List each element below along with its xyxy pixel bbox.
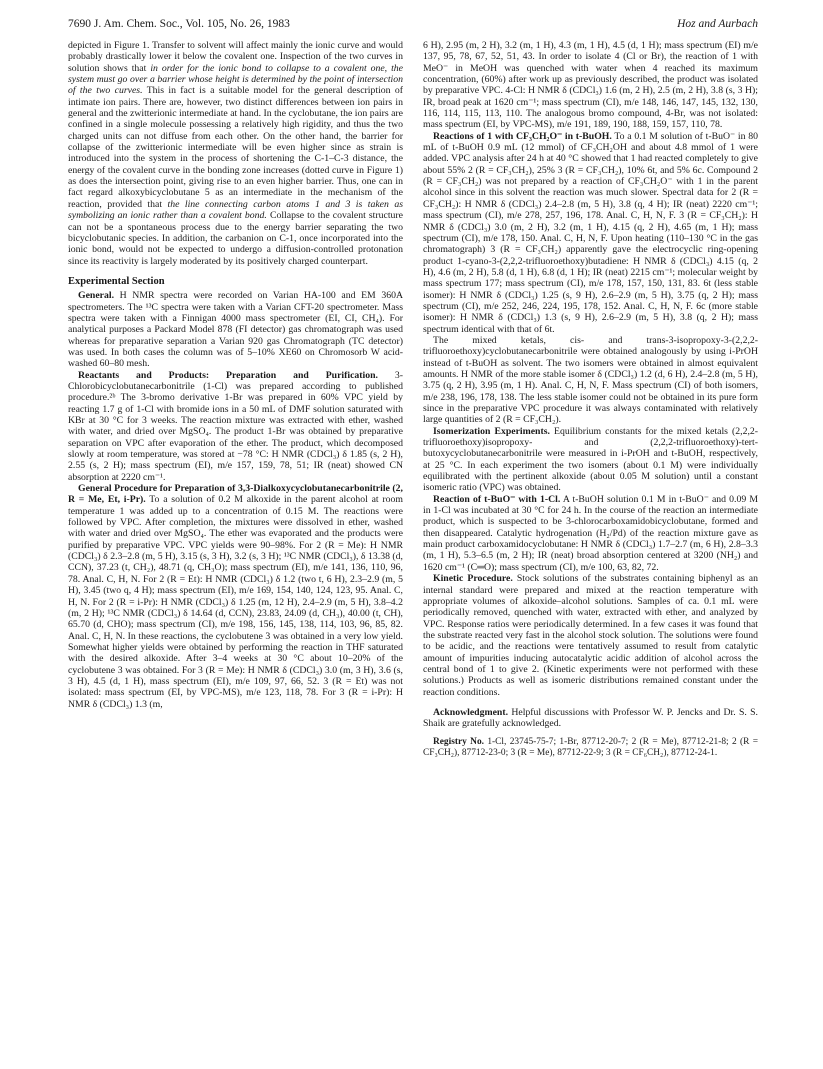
acknowledgment xyxy=(423,707,758,730)
run-in-head: Isomerization Experiments. xyxy=(433,425,550,437)
authors: Hoz and Aurbach xyxy=(677,18,758,30)
run-in-head: Reaction of t-BuO⁻ with 1-Cl. xyxy=(433,493,561,505)
text-span: To a 0.1 M solution of t-BuO⁻ in 80 mL of t-BuOH 0.9 mL (12 mmol) of CF₃CH₂OH and about 4.8 mmol of 1 were added. VPC analysis after 24 h at 40 °C showed that 1 had reacted completely to give about 55% 2 (R = CF₃CH₂), 25% 3 (R = CF₃CH₂), 10% 6t, and 5% 6c. Compound 2 (R = CF₃CH₂) was not prepared by a reaction of CF₃CH₂O⁻ with 1 in the parent alcohol since in this solvent the reaction was much slower. Spectral data for 2 (R = CF₃CH₂): H NMR δ (CDCl₃) 2.4–2.8 (m, 5 H), 3.8 (q, 4 H); IR (neat) 2220 cm⁻¹; mass spectrum (CI), m/e 278, 257, 196, 178. Anal. C, H, N, F. 3 (R = CF₃CH₂): H NMR δ (CDCl₃) 3.0 (m, 2 H), 3.2 (m, 1 H), 4.15 (q, 2 H), 4.65 (m, 1 H); mass spectrum (CI), m/e 178, 150. Anal. C, H, N, F. Upon heating (110–130 °C in the gas chromatograph) 3 (R = CF₃CH₂) apparently gave the electrocyclic ring-opening product 1-cyano-3-(2,2,2-trifluoroethoxy)butadiene: H NMR δ (CDCl₃) 4.15 (q, 2 H), 4.6 (m, 2 H), 5.8 (d, 1 H), 6.8 (d, 1 H); IR (neat) 2215 cm⁻¹; molecular weight by mass spectrum 177; mass spectrum (CI), m/e 178, 157, 150, 131, 83. 6t (less stable isomer): H NMR δ (CDCl₃) 1.25 (s, 9 H), 2.6–2.9 (m, 5 H), 3.75 (q, 2 H); mass spectrum (CI), m/e 252, 246, 224, 195, 178, 152. Anal. C, H, N, F. 6c (more stable isomer): H NMR δ (CDCl₃) 1.3 (s, 9 H), 2.6–2.9 (m, 5 H), 3.8 (q, 2 H); mass spectrum identical with that of 6t. xyxy=(423,130,758,335)
mixed-ketals-paragraph: The mixed ketals, cis- and trans-3-isopropoxy-3-(2,2,2-trifluoroethoxy)cyclobutanecarbonitrile were obtained analogously by using i-PrOH instead of t-BuOH as solvent. The two isomers were obtained in almost equivalent amounts. H NMR of the more stable isomer δ (CDCl₃) 1.2 (d, 6 H), 2.4–2.8 (m, 5 H), 3.75 (q, 2 H), 3.95 (m, 1 H). Anal. C, H, N, F. Mass spectrum (CI) of both isomers, m/e 238, 196, 178, 138. The less stable isomer could not be obtained in its pure form since in the preparative VPC procedure it was always contaminated with relatively large quantities of 2 (R = CF₃CH₂). xyxy=(423,334,758,426)
text-span: To a solution of 0.2 M alkoxide in the parent alcohol at room temperature 1 was added up to a concentration of 0.15 M. The reactions were followed by VPC. After completion, the mixtures were dissolved in ether, washed with water and dried over MgSO₄. The ether was evaporated and the products were purified by preparative VPC. VPC yields were 90–98%. For 2 (R = Me): H NMR (CDCl₃) δ 2.3–2.8 (m, 5 H), 3.15 (s, 3 H), 3.2 (s, 3 H); ¹³C NMR (CDCl₃), δ 13.38 (d, CCN), 37.23 (t, CH₂), 48.71 (q, CH₃O); mass spectrum (EI), m/e 141, 136, 110, 96, 78. Anal. C, H, N. For 2 (R = Et): H NMR (CDCl₃) δ 1.2 (two t, 6 H), 2.3–2.9 (m, 5 H), 3.45 (two q, 4 H); mass spectrum (EI), m/e 169, 154, 140, 124, 123, 95. Anal. C, H, N. For 2 (R = i-Pr): H NMR (CDCl₃) δ 1.25 (m, 12 H), 2.4–2.9 (m, 5 H), 3.8–4.2 (m, 2 H); ¹³C NMR (CDCl₃) δ 14.64 (d, CCN), 23.83, 24.09 (d, CH₃), 40.00 (t, CH), 65.70 (d, CHO); mass spectrum (CI), m/e 198, 156, 145, 138, 114, 103, 96, 85, 82. Anal. C, H, N. In these reactions, the cyclobutene 3 was obtained in a very low yield. Somewhat higher yields were obtained by performing the reaction in THF saturated with the desired alkoxide. After 3–4 weeks at 30 °C about 10–20% of the cyclobutene 3 was obtained. For 3 (R = Me): H NMR δ (CDCl₃) 3.0 (m, 3 H), 3.6 (s, 3 H), 4.5 (d, 1 H), mass spectrum (EI), m/e 109, 97, 66, 52. 3 (R = Et) was not isolated: mass spectrum (EI, by VPC-MS), m/e 123, 118, 78. For 3 (R = i-Pr): H NMR δ (CDCl₃) 1.3 (m, xyxy=(68,494,403,710)
italic-text: in order for the ionic bond to collapse to a covalent one, the system must go over a barrier whose height is determined by the point of intersection of the two curves. xyxy=(68,62,403,97)
left-column xyxy=(68,40,403,710)
text-span: Collapse to the covalent structure can not be a spontaneous process due to the energy barrier separating the two bicyclobutanic species. In addition, the carbanion on C-1, once incorporated into the ionic bond, would not be expected to undergo a diffusion-controlled protonation since its reactivity is largely moderated by its positively charged counterpart. xyxy=(68,210,403,267)
general-paragraph xyxy=(68,290,403,369)
run-in-head: Reactions of 1 with CF₃CH₂O⁻ in t-BuOH. xyxy=(433,130,612,142)
registry-numbers xyxy=(423,737,758,760)
running-header xyxy=(68,18,758,34)
continued-paragraph: 6 H), 2.95 (m, 2 H), 3.2 (m, 1 H), 4.3 (m, 1 H), 4.5 (d, 1 H); mass spectrum (EI) m/e 137, 95, 78, 67, 52, 51, 43. In order to isolate 4 (Cl or Br), the reaction of 1 with MeO⁻ in MeOH was quenched with water when 4 reached its maximum concentration, (60%) after work up as previously described, the product was isolated by preparative VPC. 4-Cl: H NMR δ (CDCl₃) 1.6 (m, 2 H), 2.5 (m, 2 H), 3.8 (s, 3 H); IR, broad peak at 1620 cm⁻¹; mass spectrum (CI), m/e 148, 146, 147, 145, 132, 130, 116, 114, 115, 113, 110. The analogous bromo compound, 4-Br, was not isolated: mass spectrum (EI, by VPC-MS), m/e 191, 189, 190, 188, 159, 157, 110, 78. xyxy=(423,40,758,131)
section-title: Experimental Section xyxy=(68,275,165,287)
text-span: This in fact is a suitable model for the general description of intimate ion pairs. There are, however, two distinct differences between ion pairs in general and the zwitterionic intermediate at hand. In the cyclobutane, the ion pairs are confined in a single molecule possessing a relatively high rigidity, and thus the two charged units can not diffuse from each other. On the other hand, the barrier for collapse of the zwitterionic intermediate will be even higher since as strain is introduced into the system in the process of shortening the C-1–C-3 distance, the energy of the covalent curve in the bonding zone increases (dotted curve in Figure 1) as does the intersection point, giving rise to an even higher barrier. Thus, one can in fact regard alkoxybicyclobutane 5 as an intermediate in the mechanism of the reaction, provided that xyxy=(68,85,403,210)
text-span: Stock solutions of the substrates containing biphenyl as an internal standard were prepared and mixed at the reaction temperature with appropriate volumes of alkoxide–alcohol solutions. Samples of ca. 0.1 mL were periodically removed, quenched with water, extracted with ether, and analyzed by VPC. Response ratios were periodically determined. In a few cases it was found that the substrate reacted very fast in the alcohol stock solution. The solutions were found to be acidic, and the reactions were tentatively assumed to result from catalytic amount of impurities inducing autocatalytic acidic addition of alcohol across the central bond of 1 to give 2. (Kinetic experiments were not performed with these solutions.) Products as well as isomeric distributions remained constant under the reaction conditions. xyxy=(423,573,758,698)
discussion-paragraph xyxy=(68,40,403,267)
italic-text: the line connecting carbon atoms 1 and 3 is taken as symbolizing an ionic rather than a covalent bond. xyxy=(68,198,403,222)
run-in-head: Registry No. xyxy=(433,736,484,747)
run-in-head: General Procedure for Preparation of 3,3-Dialkoxycyclobutanecarbonitrile (2, R = Me, Et, i-Pr). xyxy=(68,483,403,506)
text-span: H NMR spectra were recorded on Varian HA-100 and EM 360A spectrometers. The ¹³C spectra were taken with a Varian CFT-20 spectrometer. Mass spectra were taken with a Finnigan 4000 mass spectrometer (EI, CI, CH₄). For analytical purposes a Packard Model 878 (FI detector) gas chromatograph was used whereas for preparative separation a Varian 920 gas Chromatograph (TC detector) was used. In both cases the column was of 5–10% XE60 on Chromosorb W acid-washed 60–80 mesh. xyxy=(68,290,403,370)
text-span: Helpful discussions with Professor W. P. Jencks and Dr. S. S. Shaik are gratefully acknowledged. xyxy=(423,706,758,730)
run-in-head: Kinetic Procedure. xyxy=(433,573,513,585)
reaction-tbuo-paragraph xyxy=(423,494,758,573)
general-procedure-paragraph xyxy=(68,483,403,710)
run-in-head: Reactants and Products: Preparation and Purification. xyxy=(78,369,378,381)
reactants-paragraph xyxy=(68,370,403,483)
isomerization-paragraph xyxy=(423,426,758,494)
reactions-paragraph xyxy=(423,131,758,335)
text-span: 1-Cl, 23745-75-7; 1-Br, 87712-20-7; 2 (R = Me), 87712-21-8; 2 (R = CF₃CH₂), 87712-23-0; 3 (R = Me), 87712-22-9; 3 (R = CF₆CH₂), 87712-24-1. xyxy=(423,736,758,758)
text-span: Equilibrium constants for the mixed ketals (2,2,2-trifluoroethoxy)isopropoxy- and (2,2,2-trifluoroethoxy)-tert-butoxycyclobutanecarbonitrile were measured in i-PrOH and t-BuOH, respectively, at 25 °C. In each experiment the two isomers (about 0.1 M) were individually equilibrated with the pertinent alkoxide (about 0.05 M solution) until a constant isomeric ratio (VPC) was obtained. xyxy=(423,425,759,494)
journal-citation: 7690 J. Am. Chem. Soc., Vol. 105, No. 26, 1983 xyxy=(68,18,290,30)
text-span: A t-BuOH solution 0.1 M in t-BuO⁻ and 0.09 M in 1-Cl was incubated at 30 °C for 24 h. In the course of the reaction an intermediate product, which is suspected to be 3-chlorocarboxamidobicyclobutane, formed and then disappeared. Catalytic hydrogenation (H₂/Pd) of the reaction mixture gave as main product carboxamidocyclobutane: H NMR δ (CDCl₃) 1.7–2.7 (m, 6 H), 2.8–3.3 (m, 1 H), 5.3–6.5 (m, 2 H); IR (neat) broad absorption centered at 3200 (NH₂) and 1620 cm⁻¹ (C═O); mass spectrum (CI), m/e 100, 63, 82, 72. xyxy=(423,493,758,573)
text-span: depicted in Figure 1. Transfer to solvent will affect mainly the ionic curve and would probably drastically lower it below the covalent one. Inspection of the two curves in solution shows that xyxy=(68,40,403,74)
run-in-head: General. xyxy=(78,290,115,302)
right-column xyxy=(423,40,758,759)
run-in-head: Acknowledgment. xyxy=(433,706,509,718)
text-span: 3-Chlorobicyclobutanecarbonitrile (1-Cl) was prepared according to published procedure.²ᵇ The 3-bromo derivative 1-Br was prepared in 60% VPC yield by reacting 1.7 g of 1-Cl with bromide ions in a 50 mL of DMF solution saturated with KBr at 30 °C for 3 weeks. The reaction mixture was extracted with ether, washed with water, and dried over MgSO₄. The product 1-Br was obtained by preparative separation on VPC after evaporation of the ether. The product, which decomposed slowly at room temperature, was stored at −78 °C: H NMR (CDCl₃) δ 1.85 (s, 2 H), 2.55 (s, 2 H); mass spectrum (EI), m/e 157, 159, 78, 51; IR (neat) showed CN absorption at 2220 cm⁻¹. xyxy=(68,369,404,483)
kinetic-paragraph xyxy=(423,573,758,698)
